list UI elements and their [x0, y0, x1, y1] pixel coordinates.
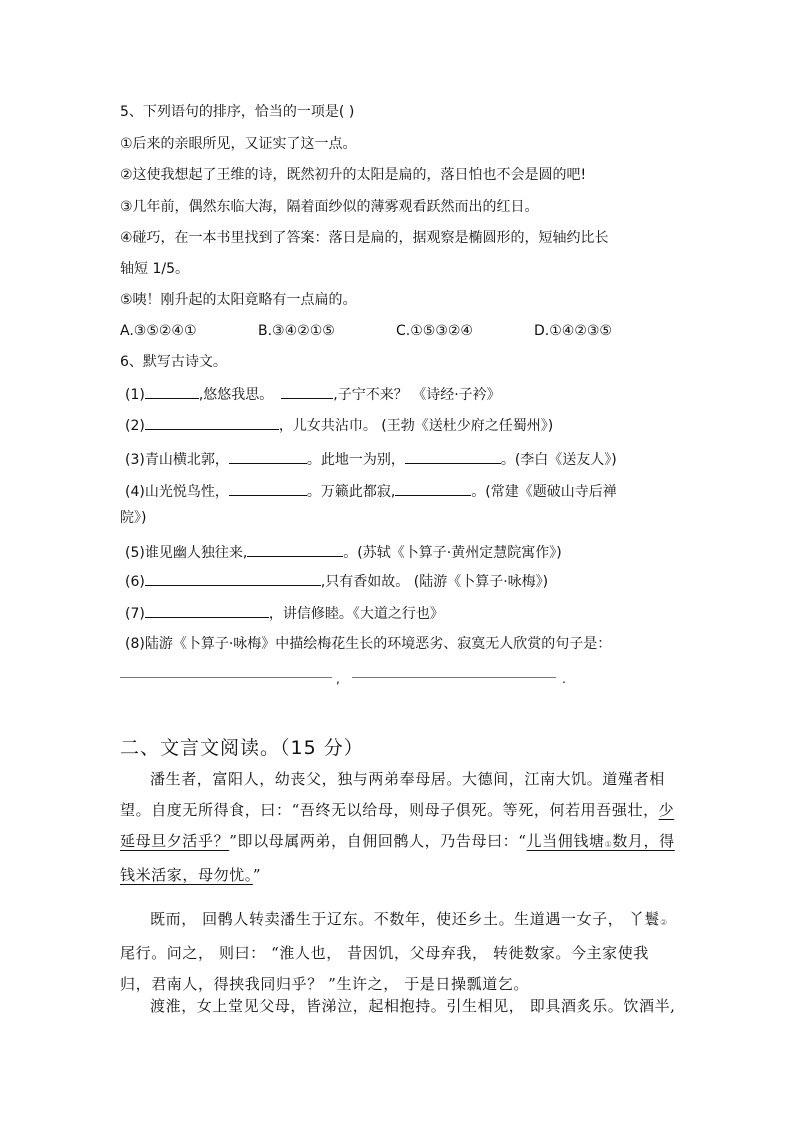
q6-line-2: (2) ，儿女共沾巾。 (王勃《送杜少府之任蜀州》) — [125, 415, 553, 435]
answer-blank[interactable] — [145, 571, 321, 586]
answer-blank[interactable] — [405, 449, 501, 464]
footnote-marker-1: ① — [604, 840, 613, 849]
q5-item-3: ③几年前，偶然东临大海，隔着面纱似的薄雾观看跃然而出的红日。 — [120, 199, 539, 215]
q6-line-3: (3)青山横北郭， 。此地一为别， 。(李白《送友人》) — [125, 449, 617, 469]
underlined-sentence-2: 儿当佣钱塘①数月，得钱米活家，母勿忧。 — [120, 832, 675, 884]
q6-line-4-cont: 院》) — [120, 510, 147, 526]
q5-item-4: ④碰巧，在一本书里找到了答案：落日是扁的，据观察是椭圆形的，短轴约比长 — [120, 230, 609, 246]
answer-separator-period: . — [562, 672, 566, 686]
answer-blank[interactable] — [247, 542, 343, 557]
answer-blank[interactable] — [281, 384, 333, 399]
q5-item-1: ①后来的亲眼所见，又证实了这一点。 — [120, 136, 357, 152]
q6-line-4: (4)山光悦鸟性， 。万籁此都寂, 。(常建《题破山寺后禅 — [125, 481, 617, 501]
q6-stem: 6、默写古诗文。 — [120, 354, 227, 370]
answer-blank[interactable] — [145, 603, 269, 618]
passage-paragraph-3: 渡淮，女上堂见父母，皆涕泣，起相抱持。引生相见， 即具酒炙乐。饮酒半, — [150, 997, 676, 1015]
q5-item-5: ⑤咦！刚升起的太阳竟略有一点扁的。 — [120, 292, 357, 308]
q5-option-d: D.①④②③⑤ — [534, 323, 612, 339]
q5-stem: 5、下列语句的排序，恰当的一项是( ) — [120, 104, 355, 120]
answer-blank[interactable] — [145, 415, 279, 430]
q5-item-4-cont: 轴短 1/5。 — [120, 261, 189, 277]
q5-option-c: C.①⑤③②④ — [396, 323, 473, 339]
answer-blank[interactable] — [395, 481, 471, 496]
section-title: 二、文言文阅读。（15 分） — [120, 737, 364, 759]
q5-options — [120, 322, 612, 340]
answer-line-1[interactable] — [120, 677, 332, 678]
underlined-sentence-1: 少延母旦夕活乎？ — [120, 801, 675, 850]
q6-line-7: (7) ，讲信修睦。《大道之行也》 — [125, 603, 444, 623]
q6-line-5: (5)谁见幽人独往来, 。(苏轼《卜算子·黄州定慧院寓作》) — [125, 542, 562, 562]
answer-line-2[interactable] — [352, 677, 556, 678]
answer-blank[interactable] — [145, 384, 199, 399]
q6-line-6: (6) ,只有香如故。 (陆游《卜算子·咏梅》) — [125, 571, 548, 591]
footnote-marker-2: ② — [659, 918, 668, 927]
q5-option-a: A.③⑤②④① — [120, 323, 197, 339]
answer-blank[interactable] — [229, 449, 307, 464]
q6-line-8: (8)陆游《卜算子·咏梅》中描绘梅花生长的环境恶劣、寂寞无人欣赏的句子是： — [125, 636, 612, 652]
passage-paragraph-2: 既而， 回鹘人转卖潘生于辽东。不数年，使还乡土。生道遇一女子， 丫鬟②尾行。问之， 则曰： “淮人也， 昔因饥，父母弃我， 转徙数家。今主家使我归，君南人，得挟我同归乎？ ”生许之， 于是日操瓢道乞。 — [120, 910, 668, 993]
q5-option-b: B.③④②①⑤ — [258, 323, 335, 339]
passage-paragraph-1: 潘生者，富阳人，幼丧父，独与两弟奉母居。大德间，江南大饥。道殣者相望。自度无所得食，曰：“吾终无以给母，则母子俱死。等死，何若用吾强壮，少延母旦夕活乎？”即以母属两弟，自佣回鹘人，乃告母曰：“儿当佣钱塘①数月，得钱米活家，母勿忧。” — [120, 770, 675, 884]
q6-line-1: (1) ,悠悠我思。 ,子宁不来？ 《诗经·子衿》 — [125, 384, 501, 404]
q5-item-2: ②这使我想起了王维的诗，既然初升的太阳是扁的，落日怕也不会是圆的吧! — [120, 167, 587, 183]
answer-separator-comma: , — [336, 672, 340, 686]
answer-blank[interactable] — [229, 481, 307, 496]
